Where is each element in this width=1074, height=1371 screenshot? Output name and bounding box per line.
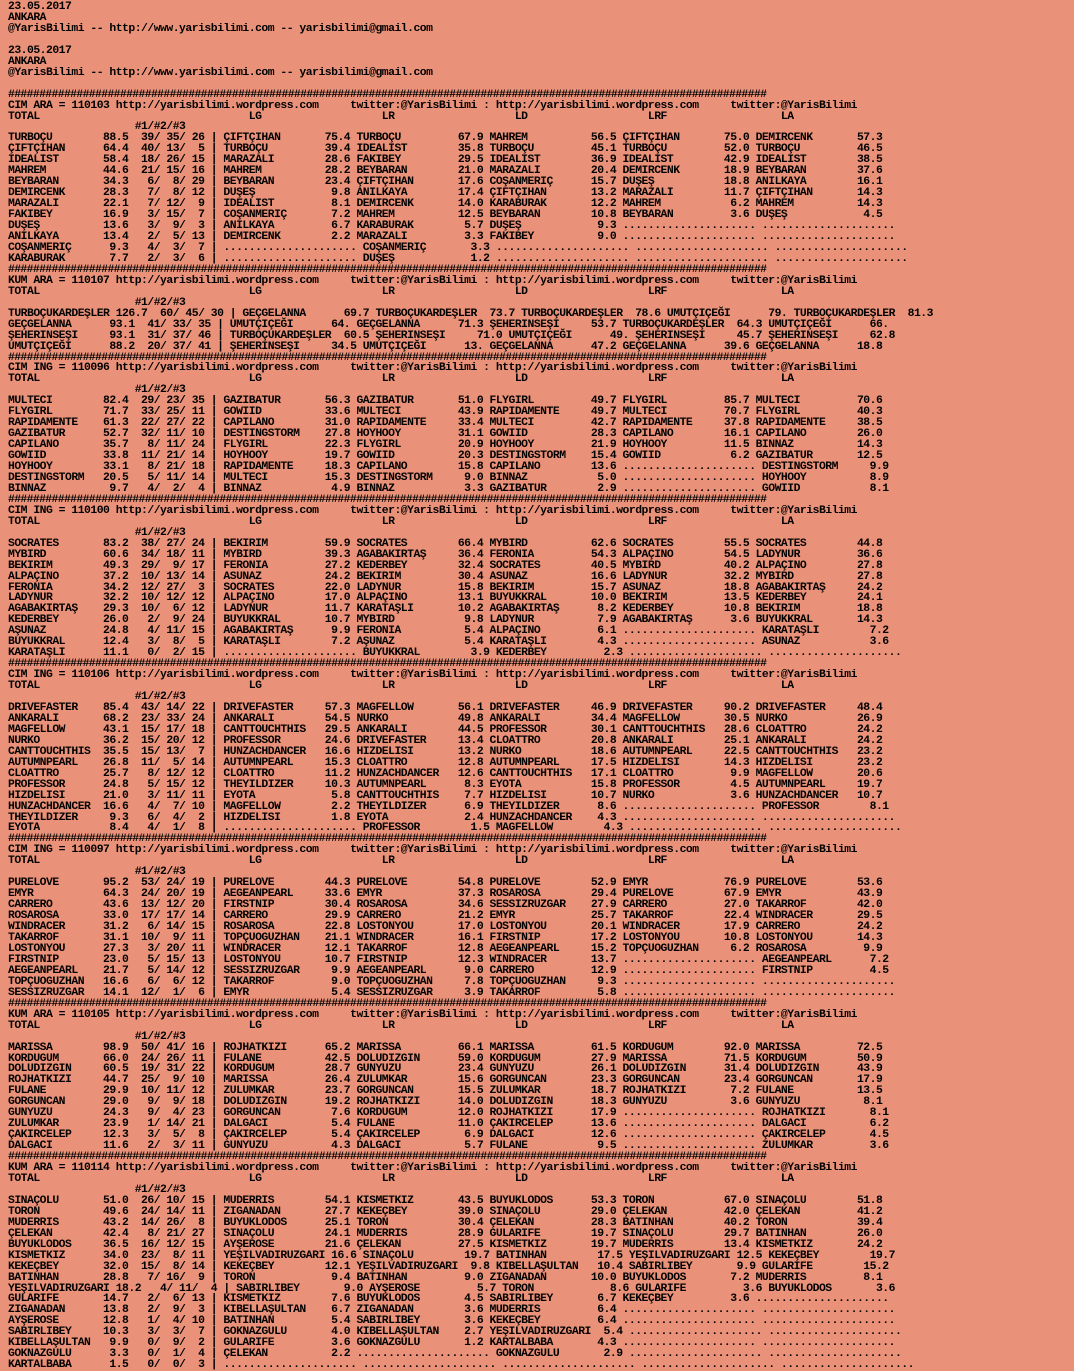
column-header: TOTAL LG LR LD LRF LA — [8, 1172, 794, 1185]
table-row: CLOATTRO 25.7 8/ 12/ 12 | CLOATTRO 11.2 HUNZACHDANCER 12.6 CANTTOUCHTHIS 17.1 CLOATTRO 9.9 MAGFELLOW 20.6 — [8, 767, 883, 780]
column-header: TOTAL LG LR LD LRF LA — [8, 515, 794, 528]
column-header: #1/#2/#3 — [8, 296, 186, 309]
table-row: ANILKAYA 13.4 2/ 5/ 13 | DEMIRCENK 2.2 MARAZALI 3.3 FAKIBEY 9.0 ..................... ..................... — [8, 231, 895, 244]
table-row: SABIRLIBEY 10.3 3/ 3/ 7 | GOKNAZGULU 4.0 KIBELLAŞULTAN 2.7 YEŞILVADIRUZGARI 5.4 ..................... ..................... — [8, 1326, 902, 1339]
table-row: ALPAÇINO 37.2 10/ 13/ 14 | ASUNAZ 24.2 BEKIRIM 30.4 ASUNAZ 16.6 LADYNUR 32.2 MYBIRD 27.8 — [8, 570, 883, 583]
section-rule: ########################################################################################################################## — [8, 833, 767, 846]
table-row: MARISSA 98.9 50/ 41/ 16 | ROJHATKIZI 65.2 MARISSA 66.1 MARISSA 61.5 KORDUGUM 92.0 MARISSA 72.5 — [8, 1041, 883, 1054]
table-row: GOKNAZGULU 3.3 0/ 1/ 4 | ÇELEKAN 2.2 ..................... GOKNAZGULU 2.9 ..................... ..................... — [8, 1348, 902, 1361]
table-row: DALGACI 11.6 2/ 3/ 11 | GUNYUZU 4.3 DALGACI 5.7 FULANE 9.5 ..................... ZULUMKAR 3.6 — [8, 1140, 889, 1153]
table-row: FERONIA 34.2 12/ 27/ 3 | SOCRATES 22.0 LADYNUR 15.8 BEKIRIM 15.7 ASUNAZ 18.8 AGABAKIRTAŞ 24.2 — [8, 581, 883, 594]
table-row: ANKARALI 68.2 23/ 33/ 24 | ANKARALI 54.5 NURKO 49.8 ANKARALI 34.4 MAGFELLOW 30.5 NURKO 26.9 — [8, 712, 883, 725]
table-row: MUDERRIS 43.2 14/ 26/ 8 | BUYUKLODOS 25.1 TORON 30.4 ÇELEKAN 28.3 BATINHAN 40.2 TORON 39.4 — [8, 1216, 883, 1229]
section-title: KUM ARA = 110107 http://yarisbilimi.wordpress.com twitter:@YarisBilimi : http://yarisbilimi.wordpress.com twitter:@YarisBilimi — [8, 274, 857, 287]
table-row: ÇELEKAN 42.4 8/ 21/ 27 | SINAÇOLU 24.1 MUDERRIS 28.9 GULARIFE 19.7 SINAÇOLU 29.7 BATINHAN 26.0 — [8, 1227, 883, 1240]
table-row: CAPILANO 35.7 8/ 11/ 24 | FLYGIRL 22.3 FLYGIRL 20.9 HOYHOOY 21.9 HOYHOOY 11.5 BINNAZ 14.3 — [8, 439, 883, 452]
column-header: TOTAL LG LR LD LRF LA — [8, 373, 794, 386]
blank-line — [8, 79, 1074, 90]
table-row: ZIGANADAN 13.8 2/ 9/ 3 | KIBELLAŞULTAN 6.7 ZIGANADAN 3.6 MUDERRIS 6.4 ..................... ..................... — [8, 1304, 895, 1317]
table-row: BUYUKLODOS 36.5 16/ 12/ 15 | AYŞEROSE 21.6 ÇELEKAN 27.5 KISMETKIZ 19.7 MUDERRIS 13.4 KISMETKIZ 24.2 — [8, 1238, 883, 1251]
table-row: LADYNUR 32.2 10/ 12/ 12 | ALPAÇINO 17.0 ALPAÇINO 13.1 BUYUKKRAL 10.0 BEKIRIM 13.5 KEDERBEY 24.1 — [8, 592, 883, 605]
blank-line — [8, 35, 1074, 46]
section-title: CIM ING = 110106 http://yarisbilimi.wordpress.com twitter:@YarisBilimi : http://yarisbilimi.wordpress.com twitter:@YarisBilimi — [8, 669, 857, 682]
table-row: GAZIBATUR 52.7 32/ 11/ 10 | DESTINGSTORM 27.8 HOYHOOY 31.1 GOWIID 28.3 CAPILANO 16.1 CAPILANO 26.0 — [8, 428, 883, 441]
table-row: TOPÇUOGUZHAN 16.6 6/ 6/ 12 | TAKARROF 9.0 TOPÇUOGUZHAN 7.8 TOPÇUOGUZHAN 9.3 ..................... ..................... — [8, 975, 895, 988]
header-line: 23.05.2017 — [8, 1, 72, 13]
table-row: HUNZACHDANCER 16.6 4/ 7/ 10 | MAGFELLOW 2.2 THEYILDIZER 6.9 THEYILDIZER 8.6 ..................... PROFESSOR 8.1 — [8, 800, 889, 813]
column-header: TOTAL LG LR LD LRF LA — [8, 1019, 794, 1032]
table-row: GEÇGELANNA 93.1 41/ 33/ 35 | UMUTÇIÇEĞI 64. GEÇGELANNA 71.3 ŞEHERINSEŞI 53.7 TURBOÇUKARDEŞLER 64.3 UMUTÇIÇEĞI 66. — [8, 318, 889, 331]
column-header: #1/#2/#3 — [8, 866, 186, 879]
section-rule: ########################################################################################################################## — [8, 263, 767, 276]
column-header: #1/#2/#3 — [8, 1183, 186, 1196]
column-header: #1/#2/#3 — [8, 1030, 186, 1043]
table-row: CANTTOUCHTHIS 35.5 15/ 13/ 7 | HUNZACHDANCER 16.6 HIZDELISI 13.2 NURKO 18.6 AUTUMNPEARL 22.5 CANTTOUCHTHIS 23.2 — [8, 745, 883, 758]
table-row: ÇAKIRCELEP 12.3 3/ 5/ 8 | ÇAKIRCELEP 5.4 ÇAKIRCELEP 6.9 DALGACI 12.6 ..................... ÇAKIRCELEP 4.5 — [8, 1129, 889, 1142]
table-row: MAGFELLOW 43.1 15/ 17/ 18 | CANTTOUCHTHIS 29.5 ANKARALI 44.5 PROFESSOR 30.1 CANTTOUCHTHIS 28.6 CLOATTRO 24.2 — [8, 723, 883, 736]
table-row: MAHREM 44.6 21/ 15/ 16 | MAHREM 28.2 BEYBARAN 21.0 MARAZALI 20.4 DEMIRCENK 18.9 BEYBARAN 37.6 — [8, 165, 883, 178]
table-row: MARAZALI 22.1 7/ 12/ 9 | IDEALIST 8.1 DEMIRCENK 14.0 KARABURAK 12.2 MAHREM 6.2 MAHREM 14.3 — [8, 198, 883, 211]
table-row: AŞUNAZ 24.8 4/ 11/ 15 | AGABAKIRTAŞ 9.9 FERONIA 5.4 ALPAÇINO 6.1 ..................... KARATAŞLI 7.2 — [8, 625, 889, 638]
table-row: YEŞILVADIRUZGARI 18.2 4/ 11/ 4 | SABIRLIBEY 9.0 AYŞEROSE 5.7 TORON 8.6 GULARIFE 3.6 BUYUKLODOS 3.6 — [8, 1282, 895, 1295]
column-header: TOTAL LG LR LD LRF LA — [8, 110, 794, 123]
table-row: DOLUDIZGIN 60.5 19/ 31/ 22 | KORDUGUM 28.7 GUNYUZU 23.4 GUNYUZU 26.1 DOLUDIZGIN 31.4 DOLUDIZGIN 43.9 — [8, 1063, 883, 1076]
table-row: KARTALBABA 1.5 0/ 0/ 3 | ..................... ..................... ..................... ..................... ..................... — [8, 1359, 914, 1371]
table-row: KORDUGUM 66.0 24/ 26/ 11 | FULANE 42.5 DOLUDIZGIN 59.0 KORDUGUM 27.9 MARISSA 71.5 KORDUGUM 50.9 — [8, 1052, 883, 1065]
table-row: MYBIRD 60.6 34/ 18/ 11 | MYBIRD 39.3 AGABAKIRTAŞ 36.4 FERONIA 54.3 ALPAÇINO 54.5 LADYNUR 36.6 — [8, 548, 883, 561]
table-row: PROFESSOR 24.8 5/ 15/ 12 | THEYILDIZER 10.3 AUTUMNPEARL 8.3 EYOTA 15.8 PROFESSOR 4.5 AUTUMNPEARL 19.7 — [8, 778, 883, 791]
table-row: AEGEANPEARL 21.7 5/ 14/ 12 | SESSIZRUZGAR 9.9 AEGEANPEARL 9.0 CARRERO 12.9 ..................... FIRSTNIP 4.5 — [8, 964, 889, 977]
table-row: KARABURAK 7.7 2/ 3/ 6 | ..................... DUŞEŞ 1.2 ..................... ..................... ..................... — [8, 252, 908, 265]
table-row: COŞANMERIÇ 9.3 4/ 3/ 7 | ..................... COŞANMERIÇ 3.3 ..................... ..................... ..................... — [8, 241, 908, 254]
table-row: KEKEÇBEY 32.0 15/ 8/ 14 | KEKEÇBEY 12.1 YEŞILVADIRUZGARI 9.8 KIBELLAŞULTAN 10.4 SABIRLIBEY 9.9 GULARIFE 15.2 — [8, 1260, 889, 1273]
table-row: PURELOVE 95.2 53/ 24/ 19 | PURELOVE 44.3 PURELOVE 54.8 PURELOVE 52.9 EMYR 76.9 PURELOVE 53.6 — [8, 877, 883, 890]
table-row: AUTUMNPEARL 26.8 11/ 5/ 14 | AUTUMNPEARL 15.3 CLOATTRO 12.8 AUTUMNPEARL 17.5 HIZDELISI 14.3 HIZDELISI 23.2 — [8, 756, 883, 769]
table-row: SOCRATES 83.2 38/ 27/ 24 | BEKIRIM 59.9 SOCRATES 66.4 MYBIRD 62.6 SOCRATES 55.5 SOCRATES 44.8 — [8, 537, 883, 550]
table-row: LOSTONYOU 27.3 3/ 20/ 11 | WINDRACER 12.1 TAKARROF 12.8 AEGEANPEARL 15.2 TOPÇUOGUZHAN 6.2 ROSAROSA 9.9 — [8, 942, 883, 955]
table-row: FAKIBEY 16.9 3/ 15/ 7 | COŞANMERIÇ 7.2 MAHREM 12.5 BEYBARAN 10.8 BEYBARAN 3.6 DUŞEŞ 4.5 — [8, 209, 883, 222]
table-row: MULTECI 82.4 29/ 23/ 35 | GAZIBATUR 56.3 GAZIBATUR 51.0 FLYGIRL 49.7 FLYGIRL 85.7 MULTECI 70.6 — [8, 395, 883, 408]
table-row: FULANE 29.9 10/ 11/ 12 | ZULUMKAR 23.7 GORGUNCAN 15.5 ZULUMKAR 18.7 ROJHATKIZI 7.2 FULANE 13.5 — [8, 1085, 883, 1098]
header-line: 23.05.2017 — [8, 44, 72, 57]
column-header: #1/#2/#3 — [8, 691, 186, 704]
table-row: KEDERBEY 26.0 2/ 9/ 24 | BUYUKKRAL 10.7 MYBIRD 9.8 LADYNUR 7.9 AGABAKIRTAŞ 3.6 BUYUKKRAL 14.3 — [8, 614, 883, 627]
header-line: @YarisBilimi -- http://www.yarisbilimi.com -- yarisbilimi@gmail.com — [8, 22, 433, 35]
table-row: HIZDELISI 21.0 3/ 11/ 11 | EYOTA 5.8 CANTTOUCHTHIS 7.7 HIZDELISI 10.7 NURKO 3.6 HUNZACHDANCER 10.7 — [8, 789, 883, 802]
section-rule: ########################################################################################################################## — [8, 997, 767, 1010]
table-row: ROJHATKIZI 44.7 25/ 9/ 10 | MARISSA 26.4 ZULUMKAR 15.6 GORGUNCAN 23.3 GORGUNCAN 23.4 GORGUNCAN 17.9 — [8, 1074, 883, 1087]
section-rule: ########################################################################################################################## — [8, 351, 767, 364]
table-row: EMYR 64.3 24/ 20/ 19 | AEGEANPEARL 33.6 EMYR 37.3 ROSAROSA 29.4 PURELOVE 67.9 EMYR 43.9 — [8, 888, 883, 901]
table-row: NURKO 36.2 15/ 20/ 12 | PROFESSOR 24.6 DRIVEFASTER 13.4 CLOATTRO 20.8 ANKARALI 25.1 ANKARALI 24.2 — [8, 734, 883, 747]
table-row: FLYGIRL 71.7 33/ 25/ 11 | GOWIID 33.6 MULTECI 43.9 RAPIDAMENTE 49.7 MULTECI 70.7 FLYGIRL 40.3 — [8, 406, 883, 419]
table-row: GUNYUZU 24.3 9/ 4/ 23 | GORGUNCAN 7.6 KORDUGUM 12.0 ROJHATKIZI 17.9 ..................... ROJHATKIZI 8.1 — [8, 1107, 889, 1120]
table-row: TURBOÇUKARDEŞLER 126.7 60/ 45/ 30 | GEÇGELANNA 69.7 TURBOÇUKARDEŞLER 73.7 TURBOÇUKARDEŞLER 78.6 UMUTÇIÇEĞI 79. TURBOÇUKARDEŞLER 81.3 — [8, 307, 933, 320]
table-row: TURBOÇU 88.5 39/ 35/ 26 | ÇIFTÇIHAN 75.4 TURBOÇU 67.9 MAHREM 56.5 ÇIFTÇIHAN 75.0 DEMIRCENK 57.3 — [8, 132, 883, 145]
column-header: TOTAL LG LR LD LRF LA — [8, 855, 794, 868]
table-row: HOYHOOY 33.1 8/ 21/ 18 | RAPIDAMENTE 18.3 CAPILANO 15.8 CAPILANO 13.6 ..................... DESTINGSTORM 9.9 — [8, 461, 889, 474]
column-header: #1/#2/#3 — [8, 121, 186, 134]
table-row: THEYILDIZER 9.3 6/ 4/ 2 | HIZDELISI 1.8 EYOTA 2.4 HUNZACHDANCER 4.3 ..................... ..................... — [8, 811, 895, 824]
table-row: KISMETKIZ 34.0 23/ 8/ 11 | YEŞILVADIRUZGARI 16.6 SINAÇOLU 19.7 BATINHAN 17.5 YEŞILVADIRUZGARI 12.5 KEKEÇBEY 19.7 — [8, 1249, 895, 1262]
table-row: FIRSTNIP 23.0 5/ 15/ 13 | LOSTONYOU 10.7 FIRSTNIP 12.3 WINDRACER 13.7 ..................... AEGEANPEARL 7.2 — [8, 953, 889, 966]
table-row: DRIVEFASTER 85.4 43/ 14/ 22 | DRIVEFASTER 57.3 MAGFELLOW 56.1 DRIVEFASTER 46.9 DRIVEFASTER 90.2 DRIVEFASTER 48.4 — [8, 702, 883, 714]
table-row: BEYBARAN 34.3 6/ 8/ 29 | BEYBARAN 23.4 ÇIFTÇIHAN 17.6 COŞANMERIÇ 15.7 DUŞEŞ 18.8 ANILKAYA 16.1 — [8, 176, 883, 189]
section-rule: ########################################################################################################################## — [8, 658, 767, 671]
table-row: ZULUMKAR 23.9 1/ 14/ 21 | DALGACI 5.4 FULANE 11.0 ÇAKIRCELEP 13.6 ..................... DALGACI 6.2 — [8, 1118, 889, 1131]
table-row: BUYUKKRAL 12.4 3/ 8/ 5 | KARATAŞLI 7.2 AŞUNAZ 5.4 KARATAŞLI 4.3 ..................... ASUNAZ 3.6 — [8, 636, 889, 649]
table-row: ŞEHERINSEŞI 93.1 31/ 37/ 46 | TURBOÇUKARDEŞLER 60.5 ŞEHERINSEŞI 71.0 UMUTÇIÇEĞI 49. ŞEHERINSEŞI 45.7 ŞEHERINSEŞI 62.8 — [8, 329, 895, 342]
table-row: GULARIFE 14.7 2/ 6/ 13 | KISMETKIZ 7.6 BUYUKLODOS 4.5 SABIRLIBEY 6.7 KEKEÇBEY 3.6 ..................... — [8, 1293, 889, 1306]
table-row: WINDRACER 31.2 6/ 14/ 15 | ROSAROSA 22.8 LOSTONYOU 17.0 LOSTONYOU 20.1 WINDRACER 17.9 CARRERO 24.2 — [8, 921, 883, 934]
column-header: TOTAL LG LR LD LRF LA — [8, 680, 794, 693]
column-header: #1/#2/#3 — [8, 384, 186, 397]
table-row: BINNAZ 9.7 4/ 2/ 4 | BINNAZ 4.9 BINNAZ 3.3 GAZIBATUR 2.9 ..................... GOWIID 8.1 — [8, 482, 889, 495]
section-rule: ########################################################################################################################## — [8, 88, 767, 101]
section-title: CIM ARA = 110103 http://yarisbilimi.wordpress.com twitter:@YarisBilimi : http://yarisbilimi.wordpress.com twitter:@YarisBilimi — [8, 99, 857, 112]
header-line: @YarisBilimi -- http://www.yarisbilimi.com -- yarisbilimi@gmail.com — [8, 66, 433, 79]
column-header: TOTAL LG LR LD LRF LA — [8, 285, 794, 298]
section-title: KUM ARA = 110105 http://yarisbilimi.wordpress.com twitter:@YarisBilimi : http://yarisbilimi.wordpress.com twitter:@YarisBilimi — [8, 1008, 857, 1021]
column-header: #1/#2/#3 — [8, 526, 186, 539]
table-row: IDEALIST 58.4 18/ 26/ 15 | MARAZALI 28.6 FAKIBEY 29.5 IDEALIST 36.9 IDEALIST 42.9 IDEALIST 38.5 — [8, 154, 883, 167]
table-row: ROSAROSA 33.0 17/ 17/ 14 | CARRERO 29.9 CARRERO 21.2 EMYR 25.7 TAKARROF 22.4 WINDRACER 29.5 — [8, 910, 883, 923]
table-row: KIBELLAŞULTAN 9.9 0/ 9/ 2 | GULARIFE 3.6 GOKNAZGULU 1.2 KARTALBABA 4.3 ..................... ..................... — [8, 1337, 895, 1350]
section-rule: ########################################################################################################################## — [8, 1151, 767, 1164]
table-row: CARRERO 43.6 13/ 12/ 20 | FIRSTNIP 30.4 ROSAROSA 34.6 SESSIZRUZGAR 27.9 CARRERO 27.0 TAKARROF 42.0 — [8, 899, 883, 912]
section-title: CIM ING = 110097 http://yarisbilimi.wordpress.com twitter:@YarisBilimi : http://yarisbilimi.wordpress.com twitter:@YarisBilimi — [8, 844, 857, 857]
table-row: EYOTA 8.4 4/ 1/ 8 | ..................... PROFESSOR 1.5 MAGFELLOW 4.3 ..................... ..................... — [8, 822, 902, 835]
table-row: BEKIRIM 49.3 29/ 9/ 17 | FERONIA 27.2 KEDERBEY 32.4 SOCRATES 40.5 MYBIRD 40.2 ALPAÇINO 27.8 — [8, 559, 883, 572]
table-row: GORGUNCAN 29.0 9/ 9/ 18 | DOLUDIZGIN 19.2 ROJHATKIZI 14.0 DOLUDIZGIN 18.3 GUNYUZU 3.6 GUNYUZU 8.1 — [8, 1096, 883, 1109]
table-row: GOWIID 33.8 11/ 21/ 14 | HOYHOOY 19.7 GOWIID 20.3 DESTINGSTORM 15.4 GOWIID 6.2 GAZIBATUR 12.5 — [8, 450, 883, 463]
table-row: TAKARROF 31.1 10/ 9/ 11 | TOPÇUOGUZHAN 21.1 WINDRACER 16.1 FIRSTNIP 17.2 LOSTONYOU 10.8 LOSTONYOU 14.3 — [8, 932, 883, 945]
table-row: ÇIFTÇIHAN 64.4 40/ 13/ 5 | TURBOÇU 39.4 IDEALIST 35.8 TURBOÇU 45.1 TURBOÇU 52.0 TURBOÇU 46.5 — [8, 143, 883, 156]
table-row: AYŞEROSE 12.8 1/ 4/ 10 | BATINHAN 5.4 SABIRLIBEY 3.6 KEKEÇBEY 6.4 ..................... ..................... — [8, 1315, 895, 1328]
section-title: KUM ARA = 110114 http://yarisbilimi.wordpress.com twitter:@YarisBilimi : http://yarisbilimi.wordpress.com twitter:@YarisBilimi — [8, 1162, 857, 1175]
table-row: DESTINGSTORM 20.5 5/ 11/ 14 | MULTECI 15.3 DESTINGSTORM 9.0 BINNAZ 5.0 ..................... HOYHOOY 8.9 — [8, 471, 889, 484]
section-title: CIM ING = 110096 http://yarisbilimi.wordpress.com twitter:@YarisBilimi : http://yarisbilimi.wordpress.com twitter:@YarisBilimi — [8, 362, 857, 375]
table-row: BATINHAN 28.8 7/ 16/ 9 | TORON 9.4 BATINHAN 9.0 ZIGANADAN 10.0 BUYUKLODOS 7.2 MUDERRIS 8.1 — [8, 1271, 883, 1284]
header-line: ANKARA — [8, 55, 47, 68]
header-line: ANKARA — [8, 11, 47, 24]
table-row: DUŞEŞ 13.6 3/ 9/ 3 | ANILKAYA 6.7 KARABURAK 5.7 DUŞEŞ 9.3 ..................... ..................... — [8, 220, 895, 233]
section-title: CIM ING = 110100 http://yarisbilimi.wordpress.com twitter:@YarisBilimi : http://yarisbilimi.wordpress.com twitter:@YarisBilimi — [8, 504, 857, 517]
table-row: TORON 49.6 24/ 14/ 11 | ZIGANADAN 27.7 KEKEÇBEY 39.0 SINAÇOLU 29.0 ÇELEKAN 42.0 ÇELEKAN 41.2 — [8, 1205, 883, 1218]
table-row: UMUTÇIÇEĞI 88.2 20/ 37/ 41 | ŞEHERINSEŞI 34.5 UMUTÇIÇEĞI 13. GEÇGELANNA 47.2 GEÇGELANNA 39.6 GEÇGELANNA 18.8 — [8, 340, 883, 353]
table-row: KARATAŞLI 11.1 0/ 2/ 15 | ..................... BUYUKKRAL 3.9 KEDERBEY 2.3 ..................... ..................... — [8, 647, 902, 660]
table-row: DEMIRCENK 28.3 7/ 8/ 12 | DUŞEŞ 9.8 ANILKAYA 17.4 ÇIFTÇIHAN 13.2 MARAZALI 11.7 ÇIFTÇIHAN 14.3 — [8, 187, 883, 200]
table-row: AGABAKIRTAŞ 29.3 10/ 6/ 12 | LADYNUR 11.7 KARATAŞLI 10.2 AGABAKIRTAŞ 8.2 KEDERBEY 10.8 BEKIRIM 18.8 — [8, 603, 883, 616]
table-row: SESSIZRUZGAR 14.1 12/ 1/ 6 | EMYR 5.4 SESSIZRUZGAR 3.9 TAKARROF 5.8 ..................... ..................... — [8, 986, 895, 999]
table-row: SINAÇOLU 51.0 26/ 10/ 15 | MUDERRIS 54.1 KISMETKIZ 43.5 BUYUKLODOS 53.3 TORON 67.0 SINAÇOLU 51.8 — [8, 1194, 883, 1207]
section-rule: ########################################################################################################################## — [8, 493, 767, 506]
table-row: RAPIDAMENTE 61.3 22/ 27/ 22 | CAPILANO 31.0 RAPIDAMENTE 33.4 MULTECI 42.7 RAPIDAMENTE 37.8 RAPIDAMENTE 38.5 — [8, 417, 883, 430]
